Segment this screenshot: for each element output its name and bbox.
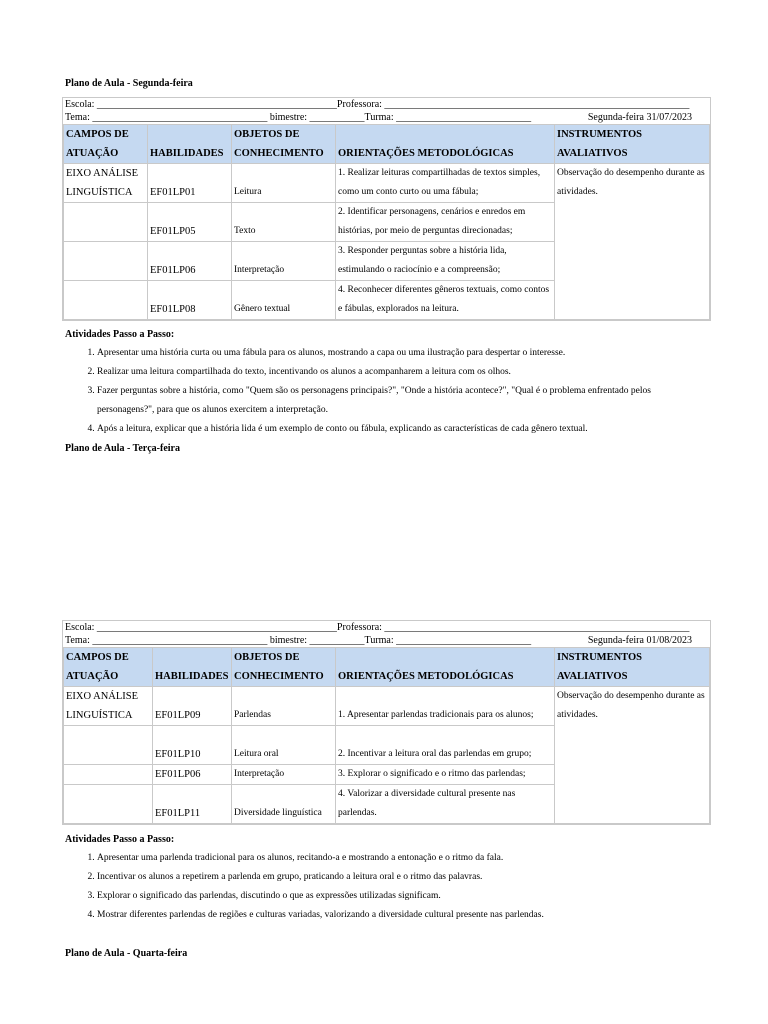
header-orientacoes: ORIENTAÇÕES METODOLÓGICAS — [336, 648, 555, 687]
plan1-date: Segunda-feira 31/07/2023 — [587, 112, 692, 123]
habilidade-cell: EF01LP01 — [148, 164, 232, 203]
objeto-cell: Texto — [232, 203, 336, 242]
objeto-cell: Gênero textual — [232, 281, 336, 320]
plan1-title: Plano de Aula - Segunda-feira — [65, 78, 193, 89]
plan2-grid — [63, 647, 710, 824]
objeto-cell: Diversidade linguística — [232, 785, 336, 824]
orientacao-cell: 1. Realizar leituras compartilhadas de textos simples, como um conto curto ou uma fábula; — [336, 164, 555, 203]
instrumento-cell: Observação do desempenho durante as atividades. — [555, 687, 710, 824]
campo-cell-empty — [64, 203, 148, 242]
habilidade-cell: EF01LP05 — [148, 203, 232, 242]
header-campos: CAMPOS DE ATUAÇÃO — [64, 648, 153, 687]
plan2-table — [62, 620, 711, 825]
objeto-cell: Interpretação — [232, 765, 336, 785]
campo-cell: EIXO ANÁLISE LINGUÍSTICA — [64, 687, 153, 726]
plan3-title: Plano de Aula - Quarta-feira — [65, 948, 188, 959]
plan1-steps-title: Atividades Passo a Passo: — [65, 329, 175, 340]
list-item: 4. Após a leitura, explicar que a história lida é um exemplo de conto ou fábula, explicando as características de cada gênero textual. — [97, 420, 705, 439]
list-item: 4. Mostrar diferentes parlendas de regiões e culturas variadas, valorizando a diversidade cultural presente nas parlendas. — [97, 906, 705, 925]
plan1-header-row — [64, 125, 710, 164]
orientacao-cell: 4. Reconhecer diferentes gêneros textuais, como contos e fábulas, explorados na leitura. — [336, 281, 555, 320]
orientacao-cell: 4. Valorizar a diversidade cultural presente nas parlendas. — [336, 785, 555, 824]
header-orientacoes: ORIENTAÇÕES METODOLÓGICAS — [336, 125, 555, 164]
campo-cell: EIXO ANÁLISE LINGUÍSTICA — [64, 164, 148, 203]
list-item: 3. Explorar o significado das parlendas, discutindo o que as expressões utilizadas significam. — [97, 887, 705, 906]
table-row — [64, 164, 710, 203]
habilidade-cell: EF01LP11 — [153, 785, 232, 824]
list-item: 3. Fazer perguntas sobre a história, como "Quem são os personagens principais?", "Onde a história acontece?", "Qual é o problema enfrentado pelos personagens?", para que os alunos exercitem a interpretação. — [97, 382, 705, 420]
habilidade-cell: EF01LP08 — [148, 281, 232, 320]
header-habilidades: HABILIDADES — [153, 648, 232, 687]
campo-cell-empty — [64, 242, 148, 281]
campo-cell-empty — [64, 785, 153, 824]
habilidade-cell: EF01LP10 — [153, 726, 232, 765]
plan2-title: Plano de Aula - Terça-feira — [65, 443, 180, 454]
habilidade-cell: EF01LP06 — [148, 242, 232, 281]
orientacao-cell: 2. Incentivar a leitura oral das parlendas em grupo; — [336, 726, 555, 765]
objeto-cell: Parlendas — [232, 687, 336, 726]
header-objetos: OBJETOS DE CONHECIMENTO — [232, 648, 336, 687]
plan1-escola-line: Escola: ________________________________________________Professora: _____________________________________________________________ — [65, 99, 690, 110]
plan2-header-row — [64, 648, 710, 687]
plan2-steps-list — [65, 849, 705, 925]
objeto-cell: Leitura — [232, 164, 336, 203]
objeto-cell: Leitura oral — [232, 726, 336, 765]
list-item: 1. Apresentar uma parlenda tradicional para os alunos, recitando-a e mostrando a entonação e o ritmo da fala. — [97, 849, 705, 868]
header-objetos: OBJETOS DE CONHECIMENTO — [232, 125, 336, 164]
orientacao-cell: 1. Apresentar parlendas tradicionais para os alunos; — [336, 687, 555, 726]
table-row — [64, 687, 710, 726]
plan2-tema-line: Tema: ___________________________________ bimestre: ___________Turma: ___________________________ — [65, 635, 532, 646]
plan1-steps-list — [65, 344, 705, 439]
plan1-tema-line: Tema: ___________________________________ bimestre: ___________Turma: ___________________________ — [65, 112, 532, 123]
plan1-tema-row — [63, 111, 710, 124]
orientacao-cell: 2. Identificar personagens, cenários e enredos em histórias, por meio de perguntas direcionadas; — [336, 203, 555, 242]
list-item: 2. Incentivar os alunos a repetirem a parlenda em grupo, praticando a leitura oral e o ritmo das palavras. — [97, 868, 705, 887]
orientacao-cell: 3. Explorar o significado e o ritmo das parlendas; — [336, 765, 555, 785]
habilidade-cell: EF01LP06 — [153, 765, 232, 785]
campo-cell-empty — [64, 765, 153, 785]
plan2-escola-line: Escola: ________________________________________________Professora: _____________________________________________________________ — [65, 622, 690, 633]
orientacao-cell: 3. Responder perguntas sobre a história lida, estimulando o raciocínio e a compreensão; — [336, 242, 555, 281]
plan2-date: Segunda-feira 01/08/2023 — [587, 635, 692, 646]
header-campos: CAMPOS DE ATUAÇÃO — [64, 125, 148, 164]
campo-cell-empty — [64, 726, 153, 765]
plan1-grid — [63, 124, 710, 320]
plan1-table — [62, 97, 711, 321]
header-instrumentos: INSTRUMENTOS AVALIATIVOS — [555, 125, 710, 164]
header-instrumentos: INSTRUMENTOS AVALIATIVOS — [555, 648, 710, 687]
campo-cell-empty — [64, 281, 148, 320]
instrumento-cell: Observação do desempenho durante as atividades. — [555, 164, 710, 320]
habilidade-cell: EF01LP09 — [153, 687, 232, 726]
plan2-steps-title: Atividades Passo a Passo: — [65, 834, 175, 845]
plan2-tema-row — [63, 634, 710, 647]
header-habilidades: HABILIDADES — [148, 125, 232, 164]
list-item: 1. Apresentar uma história curta ou uma fábula para os alunos, mostrando a capa ou uma ilustração para despertar o interesse. — [97, 344, 705, 363]
objeto-cell: Interpretação — [232, 242, 336, 281]
list-item: 2. Realizar uma leitura compartilhada do texto, incentivando os alunos a acompanharem a leitura com os olhos. — [97, 363, 705, 382]
